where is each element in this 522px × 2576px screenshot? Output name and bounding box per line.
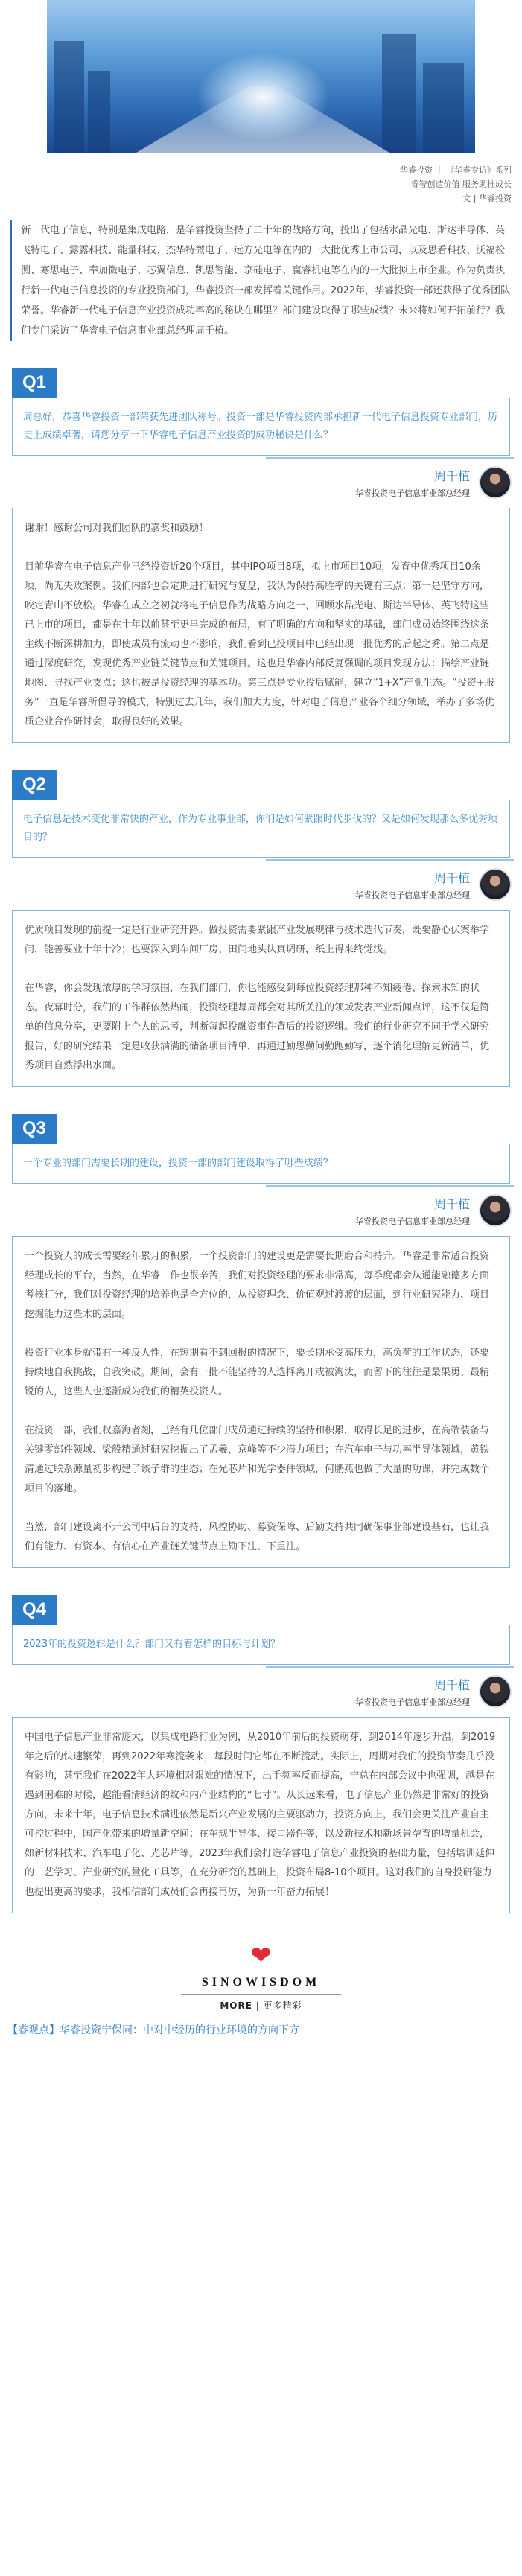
- light-glow: [196, 52, 330, 141]
- qa-section-q3: [0, 1114, 522, 1568]
- brand-logo-text: SINOWISDOM: [201, 1976, 321, 1989]
- question-box: [12, 1144, 510, 1184]
- answer-paragraph: 一个投资人的成长需要经年累月的积累，一个投资部门的建设更是需要长期磨合和持升。华睿是非常适合投资经理成长的平台，当然，在华睿工作也很辛苦，我们对投资经理的要求非常高，每季度都会从通能融德多方面考核打分，我们对投资经理的培养也是全方位的，从投资理念、价值观过渡渡的层面，到行业研究能力、项目挖掘能力这些术的层面。: [25, 1251, 490, 1320]
- question-text: 电子信息是技术变化非常快的产业，作为专业事业部，你们是如何紧跟时代步伐的？又是如何发现那么多优秀项目的？: [23, 814, 498, 843]
- building-shape: [423, 63, 464, 153]
- qa-section-q1: [0, 368, 522, 743]
- building-shape: [54, 41, 84, 153]
- speaker-title: 华睿投资电子信息事业部总经理: [355, 890, 470, 900]
- answer-paragraph: 谢谢！感谢公司对我们团队的嘉奖和鼓励！: [25, 523, 209, 534]
- answer-box: [12, 1717, 510, 1913]
- avatar: [479, 1675, 512, 1708]
- question-label: Q1: [12, 368, 57, 398]
- answer-paragraph: 投资行业本身就带有一种反人性，在短期看不到回报的情况下，要长期承受高压力，高负荷的工作状态，还要持续地自我挑战，自我突破。期间，会有一批不能坚持的人选择离开或被淘汰，而留下的往往是最果勇、最精锐的人，这些人也逐渐成为我们的精英投资人。: [25, 1348, 490, 1397]
- caption-slogan: 睿智创造价值 服务助推成长: [410, 179, 512, 189]
- building-shape: [88, 71, 110, 153]
- qa-section-q4: [0, 1595, 522, 1913]
- question-text: 周总好，恭喜华睿投资一部荣获先进团队称号。投资一部是华睿投资内部承担新一代电子信息投资专业部门，历史上成绩卓著，请您分享一下华睿电子信息产业投资的成功秘诀是什么？: [23, 412, 498, 441]
- answer-paragraph: 在投资一部，我们权嘉海者刻，已经有几位部门成员通过持续的坚持和积累，取得长足的进步，在高端装备与关键零部件领域、梁般精通过研究挖掘出了孟羲，京峰等不少潜力项目；在汽车电子与功率半导体领域，黄铁清通过联系源量初步构建了该子群的生态；在光芯片和光学器件领域，何鹏燕也做了大量的功课，并完成数个项目的落地。: [25, 1425, 490, 1494]
- speaker-name: 周千植: [433, 468, 470, 483]
- question-label: Q3: [12, 1114, 57, 1144]
- avatar: [479, 1194, 512, 1227]
- answer-paragraph: 目前华睿在电子信息产业已经投资近20个项目，其中IPO项目8项，拟上市项目10项，发育中优秀项目10余项，尚无失败案例。我们内部也会定期进行研究与复盘，我认为保持高胜率的关键有三点：第一是坚守方向，咬定青山不放松。华睿在成立之初就将电子信息作为战略方向之一，回顾水晶光电、斯达半导体、英飞特这些已上市的项目，都是在十年以前甚至更早完成的布局，有了明确的方向和坚实的基础，部门成员始终围绕这条主线不断深耕加力，即使成员有流动也不影响，我们看到已投项目中已经出现一批优秀的后起之秀。第二点是通过深度研究，发现优秀产业链关键节点和关键项目。这也是华睿内部反复强调的项目发现方法：描绘产业链地图、寻找产业支点；这也被是投资经理的基本功。第三点是专业投后赋能，建立“1+X”产业生态。“投资+服务”一直是华睿所倡导的模式，特别过去几年，我们加大力度，针对电子信息产业各个细分领域，举办了多场优质企业合作研讨会，取得良好的效果。: [25, 561, 494, 727]
- answer-paragraph: 在华睿，你会发现浓厚的学习氛围，在我们部门，你也能感受到每位投资经理那种不知疲倦、探索求知的状态。夜幕时分，我们的工作群依然热闹，投资经理每周都会对其所关注的领域发表产业新闻点评，这不仅是简单的信息分享，更要附上个人的思考，判断每起投融资事件背后的投资逻辑。我们的行业研究不同于学术研究报告，好的研究结果一定是收获满满的储备项目清单，再通过勤思勤问勤跑勤写，逐个消化理解更新清单，优秀项目自然浮出水面。: [25, 983, 490, 1071]
- divider: [181, 1994, 341, 1995]
- heart-icon: ❤: [250, 1941, 272, 1971]
- intro-paragraph: 新一代电子信息，特别是集成电路，是华睿投资坚持了二十年的战略方向，投出了包括水晶光电、斯达半导体、英飞特电子、露露科技、能量科技、杰华特微电子、远方光电等在内的一大批优秀上市公司，以及思看科技、沃福检测、寒思电子、奉加微电子、芯翼信息、凯思智能、京硅电子、赢睿机电等在内的一大批拟上市企业。作为负责执行新一代电子信息投资的专业投资部门，华睿投资一部发挥着关键作用。2022年，华睿投资一部还获得了优秀团队荣誉。华睿新一代电子信息产业投资成功率高的秘诀在哪里？部门建设取得了哪些成绩？未来将如何开拓前行？我们专门采访了华睿电子信息事业部总经理周千植。: [10, 220, 512, 341]
- speaker-title: 华睿投资电子信息事业部总经理: [355, 1697, 470, 1707]
- speaker-block: [0, 1184, 522, 1227]
- answer-box: [12, 910, 510, 1087]
- question-box: [12, 1625, 510, 1665]
- speaker-block: [0, 456, 522, 499]
- header-image: [47, 0, 475, 153]
- speaker-name: 周千植: [433, 1196, 470, 1211]
- related-article-link[interactable]: 【睿观点】华睿投资宁保同：中对中经历的行业环境的方向下方: [7, 2024, 299, 2036]
- more-cn-text: 更多精彩: [263, 2000, 302, 2011]
- question-label: Q2: [12, 770, 57, 800]
- avatar: [479, 466, 512, 499]
- question-text: 2023年的投资逻辑是什么？部门又有着怎样的目标与计划？: [23, 1639, 281, 1650]
- qa-section-q2: [0, 770, 522, 1087]
- answer-box: [12, 1236, 510, 1568]
- footer: [0, 1943, 522, 2012]
- speaker-title: 华睿投资电子信息事业部总经理: [355, 1216, 470, 1226]
- question-box: [12, 800, 510, 858]
- speaker-name: 周千植: [433, 870, 470, 885]
- answer-paragraph: 中国电子信息产业非常庞大，以集成电路行业为例，从2010年前后的投资萌芽，到2014年逐步升温，到2019年之后的快速繁荣，再到2022年寒流袭来，每段时间它都在不断流动。实际上，周期对我们的投资节奏几乎没有影响，甚至我们在2022年大环境相对艰难的情况下，出手频率反而提高，宁总在内部会议中也强调，越是在遇到困难的时候，越能看清经济的纹和内产业结构的“七寸”。从长远来看，电子信息产业仍然是非常好的投资方向，未来十年，电子信息技术满进依然是新兴产业发展的主要驱动力，投资方向上，我们会更关注产业自主可控过程中，国产化带来的增量新空间；在车规半导体、接口器件等，以及新技术和新场景孕育的增量机会，如新材料技术、汽车电子化、光芯片等。2023年我们会打造华睿电子信息产业投资的基础力量，包括培训延伸的工艺学习、产业研究的量化工具等，在充分研究的基础上，投资布局8-10个项目。这对我们的自身投研能力也提出更高的要求，我相信部门成员们会再接再厉，为新一年奋力拓展！: [25, 1732, 496, 1898]
- question-label: Q4: [12, 1595, 57, 1625]
- speaker-block: [0, 1665, 522, 1708]
- more-text: MORE: [220, 2000, 252, 2011]
- question-box: [12, 398, 510, 456]
- answer-paragraph: 优质项目发现的前提一定是行业研究开路。做投资需要紧跟产业发展规律与技术迭代节奏，既要静心伏案举学问，能善要业十年十冷；也要深入到车间厂房、田间地头认真调研，纸上得来终觉浅。: [25, 925, 490, 955]
- answer-paragraph: 当然，部门建设离不开公司中后台的支持，风控协助、募资保障、后勤支持共同确保事业部建设基石，也让我们有能力、有资本、有信心在产业链关键节点上勘下注、下重注。: [25, 1522, 490, 1552]
- more-separator: |: [255, 2000, 264, 2011]
- speaker-name: 周千植: [433, 1677, 470, 1692]
- more-label: [0, 1999, 522, 2012]
- article-caption: [0, 153, 522, 205]
- speaker-block: [0, 858, 522, 901]
- speaker-title: 华睿投资电子信息事业部总经理: [355, 488, 470, 498]
- caption-series: 华睿投资 ｜ 《华睿专访》系列: [400, 165, 512, 175]
- caption-author: 文 | 华睿投资: [462, 194, 512, 203]
- building-shape: [382, 34, 416, 153]
- avatar: [479, 868, 512, 901]
- answer-box: [12, 508, 510, 743]
- question-text: 一个专业的部门需要长期的建设，投资一部的部门建设取得了哪些成绩？: [23, 1158, 334, 1169]
